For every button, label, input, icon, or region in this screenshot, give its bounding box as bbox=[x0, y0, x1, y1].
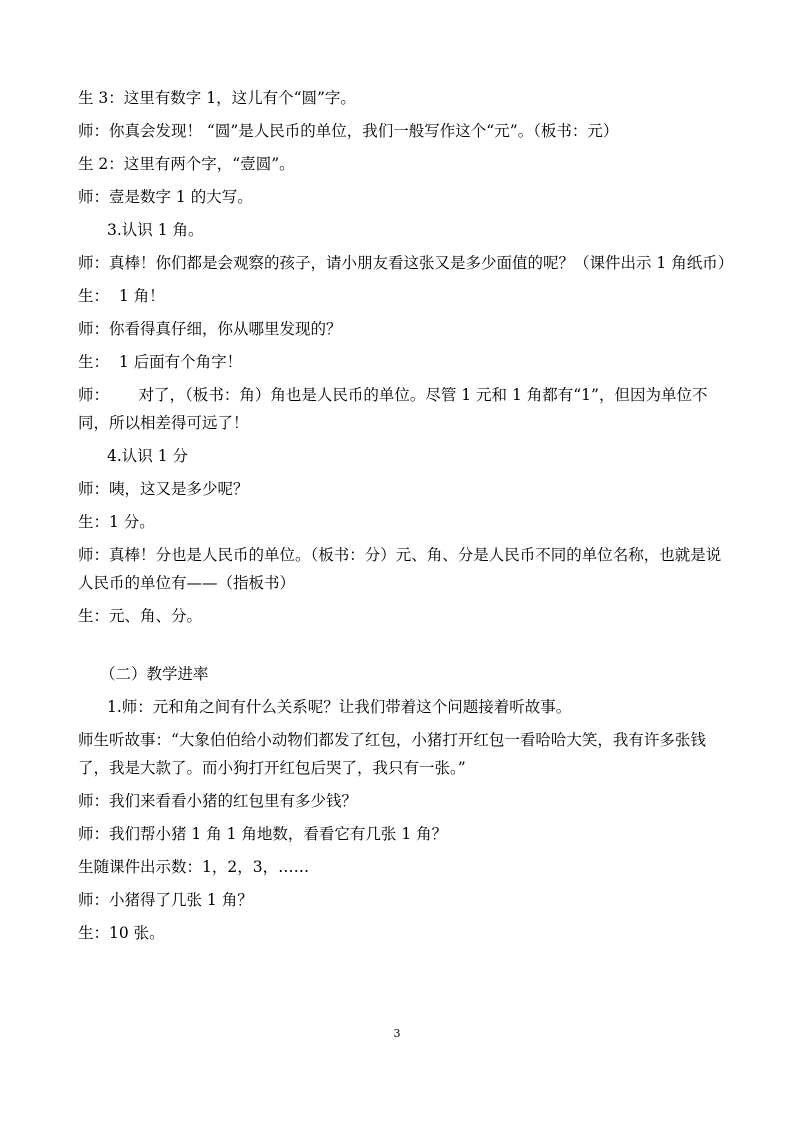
paragraph-12: 师：咦，这又是多少呢？ bbox=[78, 480, 249, 498]
section-heading-teaching-rate: （二）教学进率 bbox=[100, 665, 209, 683]
paragraph-13: 生：1 分。 bbox=[78, 513, 155, 531]
paragraph-18: 师生听故事：“大象伯伯给小动物们都发了红包，小猪打开红包一看哈哈大笑，我有许多张钱了，我是大款了。而小狗打开红包后哭了，我只有一张。” bbox=[78, 731, 706, 777]
paragraph-22: 师：小猪得了几张 1 角？ bbox=[78, 891, 253, 909]
paragraph-7: 生： 1 角！ bbox=[78, 287, 165, 305]
document-body bbox=[78, 84, 734, 952]
paragraph-10: 师： 对了，（板书：角）角也是人民币的单位。尽管 1 元和 1 角都有“1”，但因为单位不同，所以相差得可远了！ bbox=[78, 386, 708, 432]
section-heading-recognize-1-fen: 4.认识 1 分 bbox=[107, 447, 189, 465]
paragraph-4: 师：壹是数字 1 的大写。 bbox=[78, 188, 253, 206]
paragraph-15: 生：元、角、分。 bbox=[78, 607, 203, 625]
section-heading-recognize-1-jiao: 3.认识 1 角。 bbox=[107, 221, 204, 239]
paragraph-21: 生随课件出示数：1，2，3，…… bbox=[78, 858, 310, 876]
paragraph-20: 师：我们帮小猪 1 角 1 角地数，看看它有几张 1 角？ bbox=[78, 825, 448, 843]
spacer bbox=[78, 635, 728, 660]
paragraph-9: 生： 1 后面有个角字！ bbox=[78, 353, 243, 371]
paragraph-2: 师：你真会发现！ “圆”是人民币的单位，我们一般写作这个“元”。（板书：元） bbox=[78, 122, 619, 140]
paragraph-23: 生：10 张。 bbox=[78, 924, 165, 942]
page-number: 3 bbox=[393, 1027, 401, 1040]
paragraph-1: 生 3：这里有数字 1，这儿有个“圆”字。 bbox=[78, 89, 356, 107]
paragraph-17: 1.师：元和角之间有什么关系呢？让我们带着这个问题接着听故事。 bbox=[107, 698, 572, 716]
paragraph-19: 师：我们来看看小猪的红包里有多少钱？ bbox=[78, 792, 358, 810]
paragraph-3: 生 2：这里有两个字，“壹圆”。 bbox=[78, 155, 295, 173]
paragraph-8: 师：你看得真仔细，你从哪里发现的？ bbox=[78, 320, 342, 338]
paragraph-6: 师：真棒！你们都是会观察的孩子，请小朋友看这张又是多少面值的呢？（课件出示 1 角纸币） bbox=[78, 254, 734, 272]
paragraph-14: 师：真棒！分也是人民币的单位。（板书：分）元、角、分是人民币不同的单位名称，也就是说人民币的单位有——（指板书） bbox=[78, 546, 722, 592]
